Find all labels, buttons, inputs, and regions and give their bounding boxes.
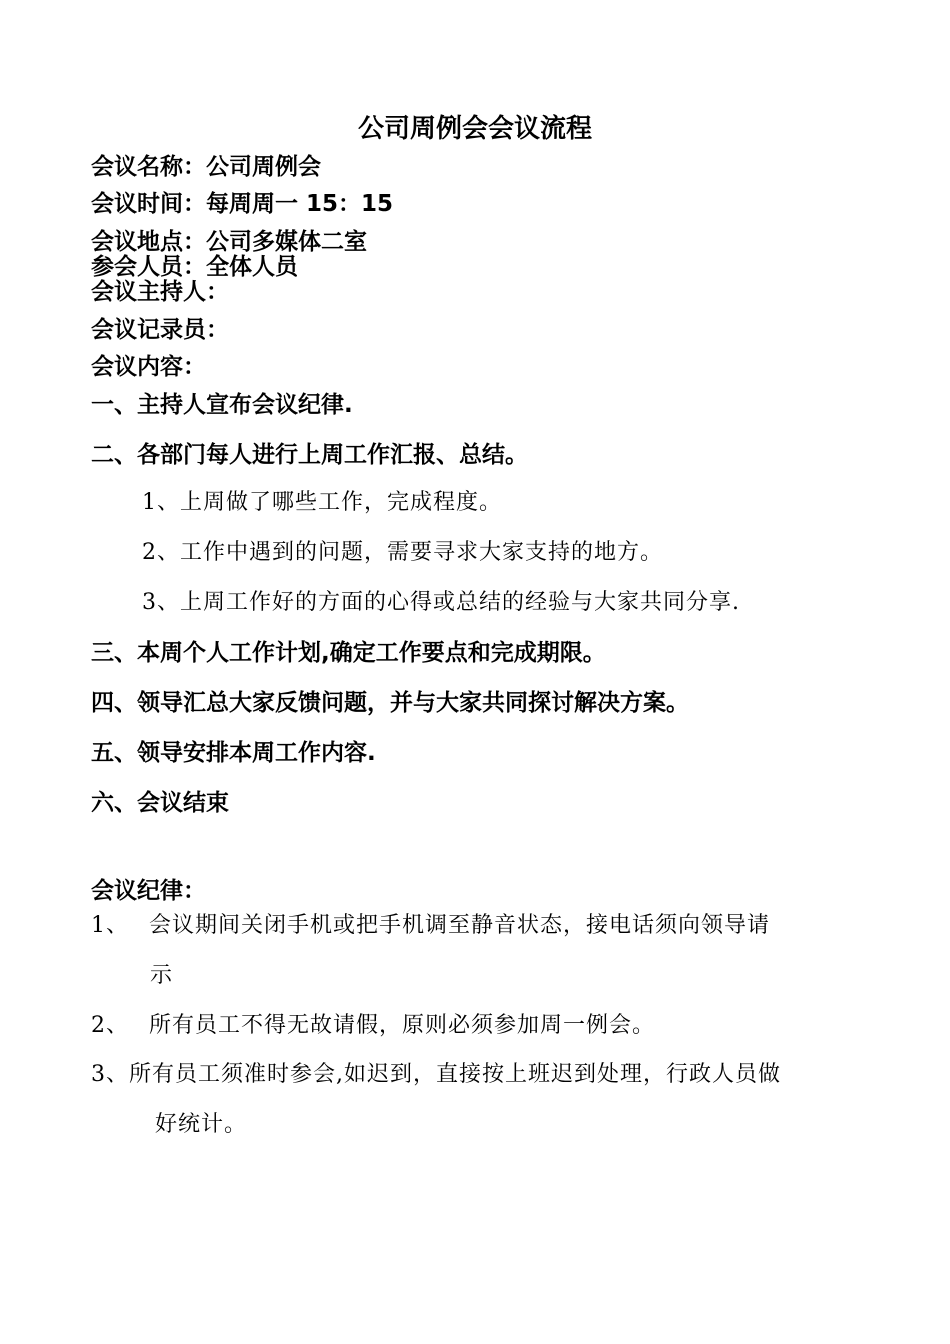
discipline-rule-1 xyxy=(91,908,770,939)
discipline-heading: 会议纪律： xyxy=(91,878,206,904)
meeting-time: 会议时间：每周周一 15：15 xyxy=(91,191,394,217)
rule-number: 1、 xyxy=(91,913,129,938)
discipline-rule-3-continued: 好统计。 xyxy=(155,1112,248,1137)
discipline-rule-1-continued: 示 xyxy=(150,963,174,988)
discipline-rule-2 xyxy=(91,1008,655,1039)
meeting-host: 会议主持人： xyxy=(91,279,229,305)
page-title: 公司周例会会议流程 xyxy=(357,114,592,144)
agenda-sub-2: 2、工作中遇到的问题，需要寻求大家支持的地方。 xyxy=(142,540,663,565)
rule-number: 2、 xyxy=(91,1013,129,1038)
agenda-sub-1: 1、上周做了哪些工作，完成程度。 xyxy=(142,490,502,515)
agenda-item-3: 三、本周个人工作计划,确定工作要点和完成期限。 xyxy=(91,640,606,666)
agenda-item-1: 一、主持人宣布会议纪律. xyxy=(91,392,353,418)
meeting-name: 会议名称：公司周例会 xyxy=(91,154,321,180)
rule-text: 所有员工不得无故请假，原则必须参加周一例会。 xyxy=(149,1013,656,1038)
agenda-sub-3: 3、上周工作好的方面的心得或总结的经验与大家共同分享. xyxy=(142,590,740,615)
meeting-recorder: 会议记录员： xyxy=(91,317,229,343)
agenda-item-2: 二、各部门每人进行上周工作汇报、总结。 xyxy=(91,442,528,468)
meeting-location: 会议地点：公司多媒体二室 xyxy=(91,229,367,255)
agenda-item-6: 六、会议结束 xyxy=(91,790,229,816)
agenda-item-4: 四、领导汇总大家反馈问题，并与大家共同探讨解决方案。 xyxy=(91,690,689,716)
meeting-attendees: 参会人员：全体人员 xyxy=(91,254,298,280)
rule-text: 会议期间关闭手机或把手机调至静音状态，接电话须向领导请 xyxy=(149,913,771,938)
agenda-item-5: 五、领导安排本周工作内容. xyxy=(91,740,376,766)
meeting-content: 会议内容： xyxy=(91,354,206,380)
discipline-rule-3: 3、所有员工须准时参会,如迟到，直接按上班迟到处理，行政人员做 xyxy=(91,1062,781,1087)
